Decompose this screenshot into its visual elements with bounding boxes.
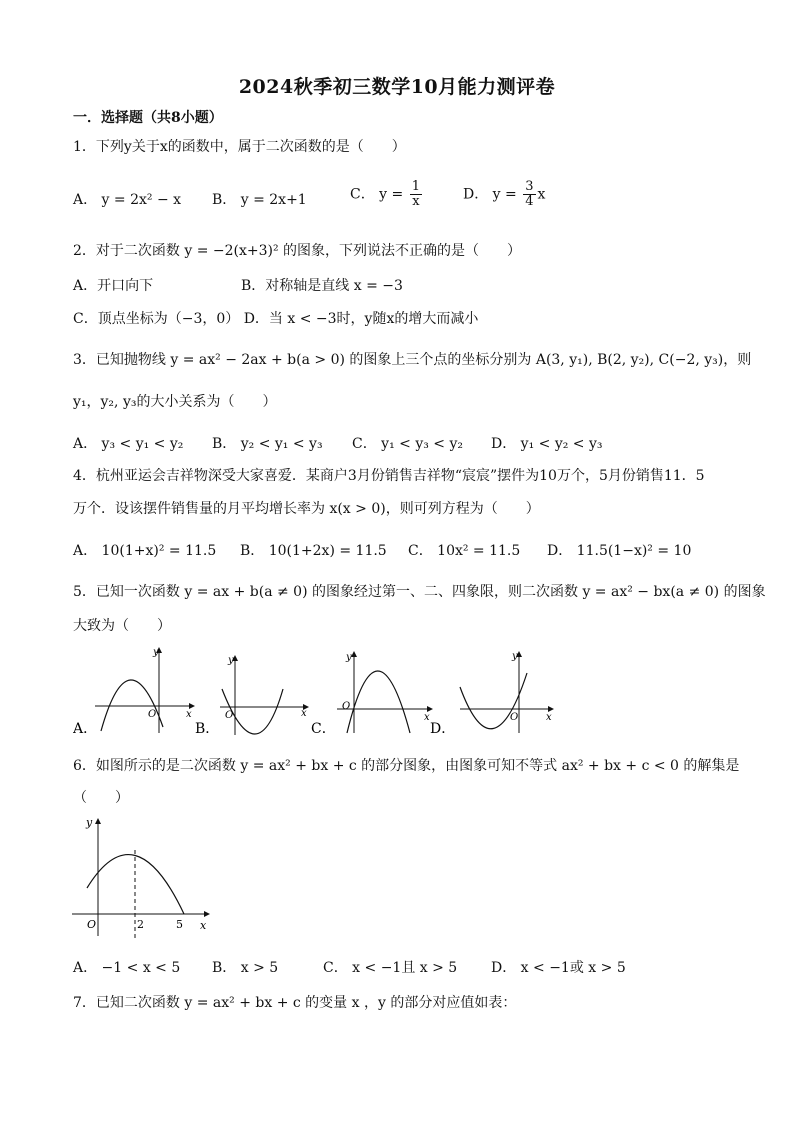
page-title: 2024秋季初三数学10月能力测评卷 xyxy=(238,76,556,98)
x-axis-label: x xyxy=(546,712,552,723)
x-axis-label: x xyxy=(186,709,192,720)
q3-option-c: C． y₁ < y₃ < y₂ xyxy=(352,436,463,452)
y-axis-label: y xyxy=(512,651,518,662)
q1-option-d xyxy=(463,180,545,209)
q2-options-cd: C．顶点坐标为（−3，0） D．当 x < −3时，y随x的增大而减小 xyxy=(73,311,479,327)
origin-label: O xyxy=(510,712,519,723)
x-axis-label: x xyxy=(424,712,430,723)
fraction-numerator: 1 xyxy=(411,179,420,194)
question-6-stem-cont: （ ） xyxy=(73,790,129,806)
q4-option-b: B． 10(1+2x) = 11.5 xyxy=(240,543,387,559)
q6-graph xyxy=(70,810,220,940)
y-axis-label: y xyxy=(86,816,93,829)
x-axis-label: x xyxy=(200,919,207,932)
q1-option-c-fraction xyxy=(410,180,422,209)
question-7-stem: 7．已知二次函数 y = ax² + bx + c 的变量 x ，y 的部分对应值如表： xyxy=(73,995,517,1011)
x-axis-arrow xyxy=(204,911,210,917)
q4-option-a: A． 10(1+x)² = 11.5 xyxy=(73,543,217,559)
fraction-numerator: 3 xyxy=(525,179,534,194)
q4-option-d: D． 11.5(1−x)² = 10 xyxy=(547,543,692,559)
parabola-curve xyxy=(347,671,410,733)
q1-option-c xyxy=(350,180,424,209)
q5-graph-d xyxy=(430,645,560,737)
q5-graph-d-label: D． xyxy=(430,721,456,737)
question-4-stem: 4．杭州亚运会吉祥物深受大家喜爱．某商户3月份销售吉祥物“宸宸”摆件为10万个，5月份销售11．5 xyxy=(73,468,705,484)
question-5-stem-cont: 大致为（ ） xyxy=(73,618,171,634)
origin-label: O xyxy=(87,918,97,931)
origin-label: O xyxy=(225,710,234,721)
q1-option-b: B． y = 2x+1 xyxy=(212,192,307,208)
origin-label: O xyxy=(342,701,351,712)
question-6-stem: 6．如图所示的是二次函数 y = ax² + bx + c 的部分图象，由图象可知不等式 ax² + bx + c < 0 的解集是 xyxy=(73,758,740,774)
q1-option-d-prefix: D． y = xyxy=(463,186,517,203)
fraction-denominator: 4 xyxy=(525,194,534,209)
q1-option-d-fraction xyxy=(523,180,535,209)
question-3-stem-cont: y₁，y₂, y₃的大小关系为（ ） xyxy=(73,394,277,410)
q6-option-c: C． x < −1且 x > 5 xyxy=(323,960,458,976)
q5-graph-a xyxy=(73,645,198,737)
fraction-denominator: x xyxy=(412,194,420,209)
q5-graph-b-label: B． xyxy=(195,721,220,737)
y-axis-arrow xyxy=(95,818,101,824)
q2-option-b: B．对称轴是直线 x = −3 xyxy=(241,278,403,294)
origin-label: O xyxy=(148,709,157,720)
q6-option-b: B． x > 5 xyxy=(212,960,279,976)
q6-option-a: A． −1 < x < 5 xyxy=(73,960,181,976)
q4-option-c: C． 10x² = 11.5 xyxy=(408,543,521,559)
q3-option-d: D． y₁ < y₂ < y₃ xyxy=(491,436,603,452)
q6-option-d: D． x < −1或 x > 5 xyxy=(491,960,626,976)
q5-graph-c-label: C． xyxy=(311,721,336,737)
y-axis-label: y xyxy=(228,655,234,666)
section-heading: 一．选择题（共8小题） xyxy=(73,110,223,126)
q5-graph-b xyxy=(195,645,315,737)
question-5-stem: 5．已知一次函数 y = ax + b(a ≠ 0) 的图象经过第一、二、四象限，则二次函数 y = ax² − bx(a ≠ 0) 的图象 xyxy=(73,584,766,600)
q3-option-a: A． y₃ < y₁ < y₂ xyxy=(73,436,184,452)
y-axis-label: y xyxy=(153,647,159,658)
q1-option-d-suffix: x xyxy=(537,186,546,203)
tick-label-5: 5 xyxy=(176,918,183,931)
tick-label-2: 2 xyxy=(137,918,144,931)
question-1-stem: 1．下列y关于x的函数中，属于二次函数的是（ ） xyxy=(73,139,406,155)
q3-option-b: B． y₂ < y₁ < y₃ xyxy=(212,436,323,452)
y-axis-arrow xyxy=(351,651,357,657)
q5-graph-a-label: A． xyxy=(73,721,98,737)
question-4-stem-cont: 万个．设该摆件销售量的月平均增长率为 x(x > 0)，则可列方程为（ ） xyxy=(73,501,540,517)
y-axis-label: y xyxy=(346,652,352,663)
parabola-curve xyxy=(101,680,163,731)
x-axis-label: x xyxy=(301,708,307,719)
q2-option-a: A．开口向下 xyxy=(73,278,154,294)
q1-option-c-prefix: C． y = xyxy=(350,186,404,203)
question-3-stem: 3．已知抛物线 y = ax² − 2ax + b(a > 0) 的图象上三个点的坐标分别为 A(3, y₁), B(2, y₂), C(−2, y₃)，则 xyxy=(73,352,752,368)
q1-option-a: A． y = 2x² − x xyxy=(73,192,182,208)
q5-graph-c xyxy=(311,645,441,737)
question-2-stem: 2．对于二次函数 y = −2(x+3)² 的图象，下列说法不正确的是（ ） xyxy=(73,243,522,259)
parabola-curve xyxy=(87,855,184,914)
